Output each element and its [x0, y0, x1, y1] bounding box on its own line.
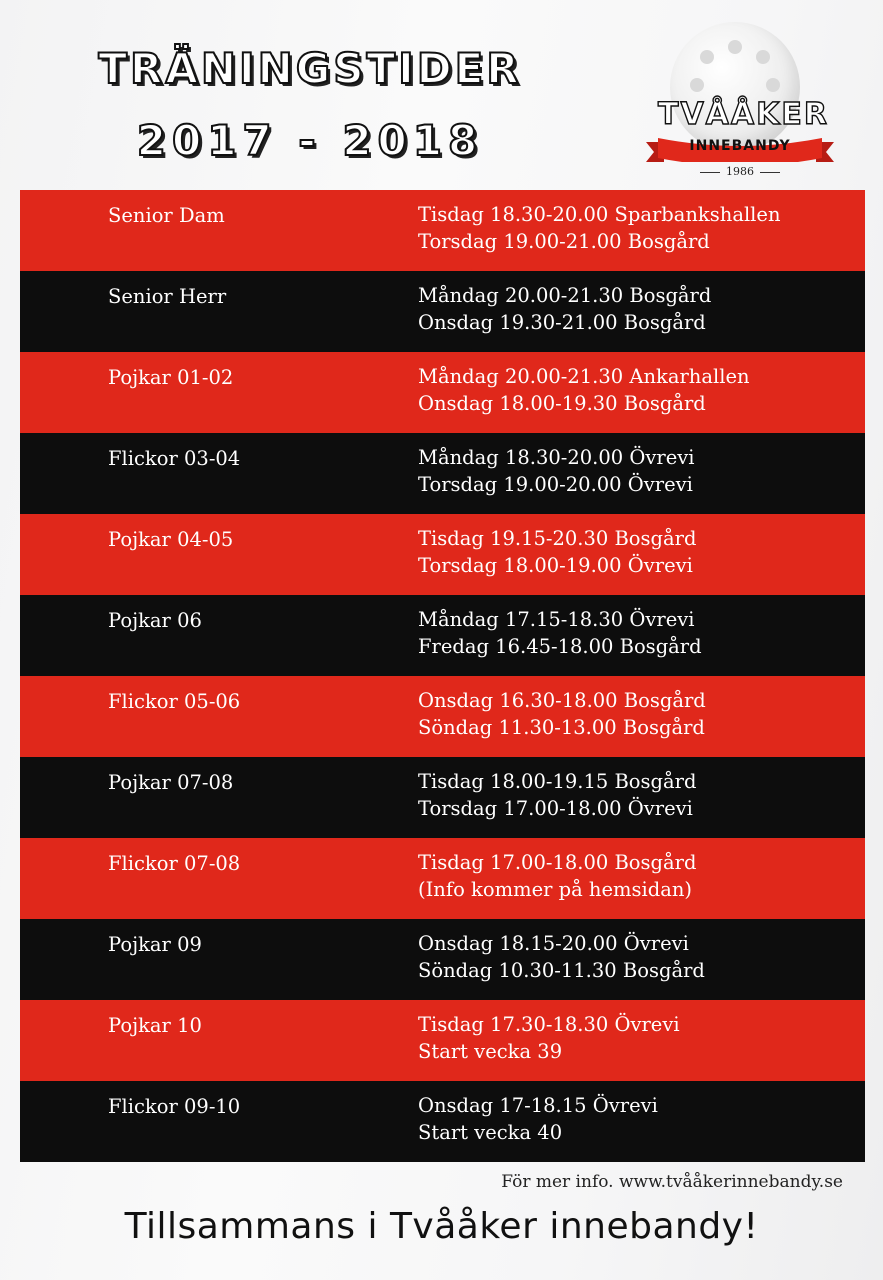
training-times — [418, 525, 696, 579]
team-name: Senior Dam — [108, 204, 225, 227]
team-name: Pojkar 04-05 — [108, 528, 234, 551]
training-times — [418, 1092, 658, 1146]
training-time-line: Måndag 20.00-21.30 Bosgård — [418, 284, 712, 307]
team-name: Pojkar 06 — [108, 609, 202, 632]
training-time-line: Torsdag 17.00-18.00 Övrevi — [418, 797, 693, 820]
schedule-row — [20, 919, 865, 1000]
training-time-line: Onsdag 18.00-19.30 Bosgård — [418, 392, 706, 415]
training-time-line: Onsdag 19.30-21.00 Bosgård — [418, 311, 706, 334]
training-time-line: Onsdag 17-18.15 Övrevi — [418, 1094, 658, 1117]
team-name: Pojkar 07-08 — [108, 771, 234, 794]
team-name: Flickor 05-06 — [108, 690, 241, 713]
training-time-line: Tisdag 17.00-18.00 Bosgård — [418, 851, 697, 874]
logo-name: TVÅÅKER — [658, 97, 829, 132]
training-time-line: Start vecka 39 — [418, 1040, 563, 1063]
slogan: Tillsammans i Tvååker innebandy! — [124, 1206, 759, 1247]
schedule-row — [20, 271, 865, 352]
training-time-line: Onsdag 16.30-18.00 Bosgård — [418, 689, 706, 712]
training-times — [418, 1011, 680, 1065]
training-time-line: Tisdag 19.15-20.30 Bosgård — [418, 527, 697, 550]
training-time-line: Tisdag 18.30-20.00 Sparbankshallen — [418, 203, 781, 226]
training-times — [418, 201, 781, 255]
title-line-1: TRÄNINGSTIDER — [98, 44, 522, 93]
schedule-row — [20, 1000, 865, 1081]
training-times — [418, 363, 750, 417]
training-time-line: Torsdag 19.00-20.00 Övrevi — [418, 473, 693, 496]
training-times — [418, 849, 696, 903]
schedule-row — [20, 595, 865, 676]
team-name: Senior Herr — [108, 285, 227, 308]
schedule-table — [20, 190, 865, 1162]
team-name: Flickor 03-04 — [108, 447, 241, 470]
training-time-line: Tisdag 17.30-18.30 Övrevi — [418, 1013, 680, 1036]
schedule-row — [20, 190, 865, 271]
schedule-row — [20, 838, 865, 919]
training-time-line: (Info kommer på hemsidan) — [418, 878, 693, 901]
training-times — [418, 282, 711, 336]
team-name: Flickor 07-08 — [108, 852, 241, 875]
logo-ribbon-text: INNEBANDY — [689, 138, 791, 154]
schedule-row — [20, 514, 865, 595]
training-time-line: Söndag 11.30-13.00 Bosgård — [418, 716, 705, 739]
training-time-line: Söndag 10.30-11.30 Bosgård — [418, 959, 705, 982]
title-line-2: 2017 - 2018 — [136, 116, 484, 165]
training-times — [418, 930, 705, 984]
team-name: Pojkar 09 — [108, 933, 202, 956]
team-name: Pojkar 10 — [108, 1014, 202, 1037]
schedule-row — [20, 676, 865, 757]
training-time-line: Måndag 17.15-18.30 Övrevi — [418, 608, 695, 631]
training-time-line: Måndag 20.00-21.30 Ankarhallen — [418, 365, 750, 388]
training-times — [418, 444, 695, 498]
schedule-row — [20, 757, 865, 838]
logo-year — [640, 165, 840, 178]
training-times — [418, 768, 696, 822]
training-times — [418, 606, 702, 660]
training-time-line: Måndag 18.30-20.00 Övrevi — [418, 446, 695, 469]
schedule-row — [20, 433, 865, 514]
team-name: Pojkar 01-02 — [108, 366, 234, 389]
logo-year-text: 1986 — [726, 165, 754, 178]
floorball-icon — [670, 22, 800, 152]
training-time-line: Onsdag 18.15-20.00 Övrevi — [418, 932, 689, 955]
footer-info: För mer info. www.tvååkerinnebandy.se — [501, 1172, 843, 1192]
page-title — [70, 44, 550, 165]
training-times — [418, 687, 706, 741]
schedule-row — [20, 352, 865, 433]
training-time-line: Torsdag 18.00-19.00 Övrevi — [418, 554, 693, 577]
training-time-line: Start vecka 40 — [418, 1121, 563, 1144]
schedule-row — [20, 1081, 865, 1162]
team-name: Flickor 09-10 — [108, 1095, 241, 1118]
club-logo — [640, 20, 840, 190]
training-time-line: Torsdag 19.00-21.00 Bosgård — [418, 230, 710, 253]
training-time-line: Fredag 16.45-18.00 Bosgård — [418, 635, 702, 658]
training-time-line: Tisdag 18.00-19.15 Bosgård — [418, 770, 697, 793]
